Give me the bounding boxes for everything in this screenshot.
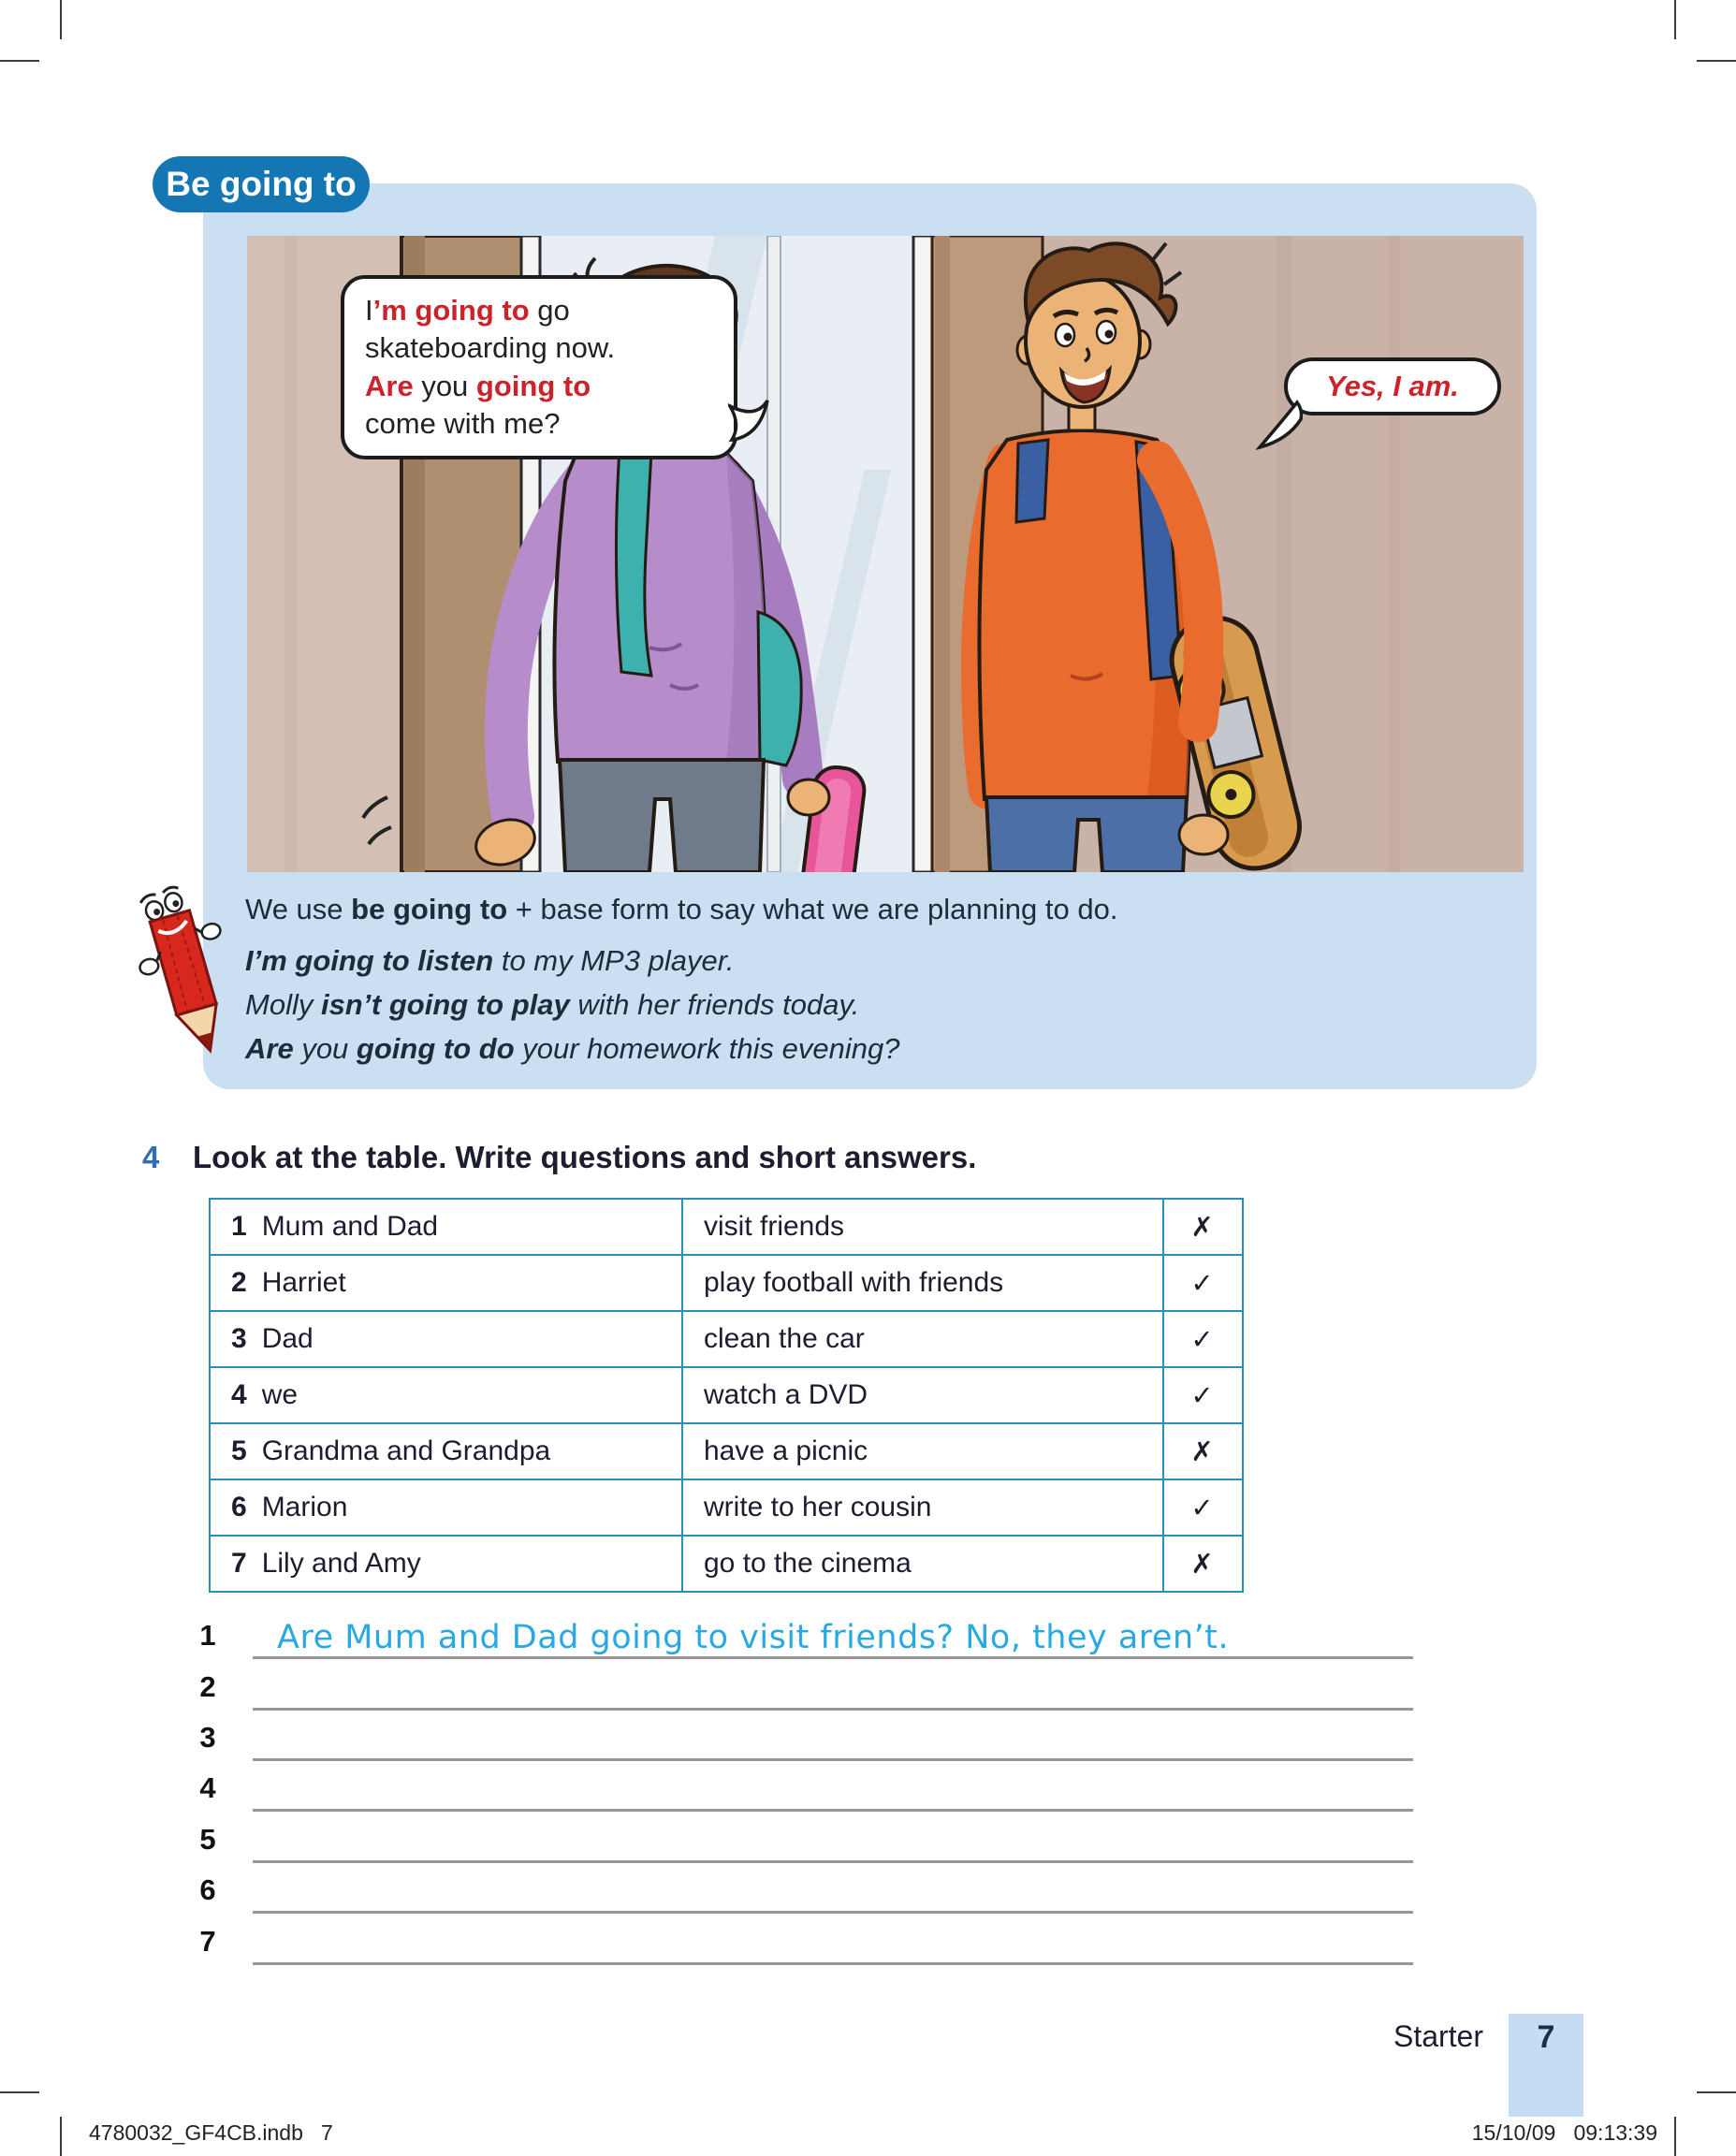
- page-number: 7: [1537, 2019, 1555, 2055]
- row-subject: Harriet: [261, 1267, 346, 1298]
- speech-line: [365, 329, 713, 367]
- exercise-heading: [142, 1140, 1546, 1175]
- crop-mark: [1697, 2091, 1736, 2093]
- grammar-example-line: [245, 1030, 1518, 1068]
- row-activity: visit friends: [681, 1200, 1162, 1254]
- rule-text: to my MP3 player.: [493, 944, 735, 977]
- rule-text: We use: [245, 893, 352, 925]
- row-subject: Grandma and Grandpa: [261, 1435, 551, 1466]
- check-icon: ✓: [1162, 1368, 1240, 1422]
- answer-number: 3: [199, 1721, 216, 1754]
- table-row: [211, 1479, 1242, 1535]
- row-activity: write to her cousin: [681, 1480, 1162, 1535]
- rule-text-bold: isn’t going to play: [320, 988, 570, 1021]
- row-activity: go to the cinema: [681, 1537, 1162, 1591]
- check-icon: ✓: [1162, 1480, 1240, 1535]
- speech-text-red: going to: [475, 369, 591, 402]
- row-number: 2: [231, 1267, 247, 1298]
- exercise-title: Look at the table. Write questions and short answers.: [193, 1140, 977, 1174]
- rule-text: you: [293, 1032, 357, 1065]
- row-subject: Marion: [261, 1492, 348, 1522]
- speech-line: [365, 368, 713, 405]
- row-subject: Lily and Amy: [261, 1548, 421, 1579]
- rule-text-bold: going to do: [356, 1032, 515, 1065]
- row-activity: clean the car: [681, 1312, 1162, 1366]
- answer-number: 7: [199, 1925, 216, 1958]
- row-number: 4: [231, 1379, 247, 1410]
- speech-text: you: [413, 369, 476, 402]
- grammar-example-line: [245, 986, 1518, 1024]
- answer-line[interactable]: [253, 1610, 1413, 1659]
- exercise-table: [209, 1198, 1244, 1593]
- row-subject: Mum and Dad: [261, 1211, 439, 1242]
- speech-text: I: [365, 294, 373, 327]
- row-number: 1: [231, 1211, 247, 1242]
- grammar-rules: [245, 891, 1518, 1074]
- row-activity: have a picnic: [681, 1424, 1162, 1479]
- speech-text-red: ’m going to: [372, 294, 530, 327]
- speech-text-red: Are: [365, 369, 414, 402]
- answer-number: 1: [199, 1619, 216, 1652]
- answer-line[interactable]: [253, 1864, 1413, 1914]
- grammar-example-line: [245, 942, 1518, 980]
- crop-mark: [1697, 60, 1736, 62]
- speech-text-red: Yes, I am.: [1326, 369, 1459, 402]
- speech-text: go: [529, 294, 570, 327]
- rule-text-bold: be going to: [351, 893, 508, 925]
- page-number-box: [1509, 2014, 1583, 2117]
- row-subject: we: [261, 1379, 299, 1410]
- answer-line[interactable]: [253, 1712, 1413, 1761]
- speech-text: skateboarding now.: [365, 331, 616, 365]
- speech-bubble-left: [341, 275, 737, 459]
- grammar-rule-line: [245, 891, 1518, 928]
- answer-number: 2: [199, 1670, 216, 1703]
- speech-tail: [728, 399, 769, 445]
- answer-number: 5: [199, 1823, 216, 1856]
- rule-text-bold: I’m going to listen: [245, 944, 494, 977]
- table-row: [211, 1200, 1242, 1254]
- rule-text: with her friends today.: [569, 988, 860, 1021]
- crop-mark: [1674, 2117, 1676, 2156]
- speech-line: [365, 292, 713, 329]
- row-number: 7: [231, 1548, 247, 1579]
- print-info-right: 15/10/09 09:13:39: [1471, 2120, 1657, 2145]
- crop-mark: [0, 2091, 39, 2093]
- answer-line[interactable]: [253, 1916, 1413, 1965]
- check-icon: ✓: [1162, 1256, 1240, 1310]
- answer-line[interactable]: [253, 1814, 1413, 1863]
- crop-mark: [1674, 0, 1676, 39]
- comic-illustration: [247, 236, 1524, 872]
- row-number: 3: [231, 1323, 247, 1354]
- row-activity: watch a DVD: [681, 1368, 1162, 1422]
- section-badge-label: Be going to: [166, 165, 357, 203]
- check-icon: ✓: [1162, 1312, 1240, 1366]
- answer-number: 6: [199, 1873, 216, 1906]
- crop-mark: [0, 60, 39, 62]
- rule-text: Molly: [245, 988, 321, 1021]
- crop-mark: [60, 0, 62, 39]
- row-number: 6: [231, 1492, 247, 1522]
- answer-number: 4: [199, 1771, 216, 1804]
- speech-tail: [1256, 399, 1303, 451]
- handwritten-answer: Are Mum and Dad going to visit friends? No, they aren’t.: [277, 1619, 1230, 1656]
- table-row: [211, 1535, 1242, 1591]
- pencil-mascot-icon: [137, 883, 240, 1071]
- exercise-number: 4: [142, 1140, 160, 1174]
- section-badge: [153, 156, 370, 212]
- speech-text: come with me?: [365, 406, 561, 440]
- row-subject: Dad: [261, 1323, 314, 1354]
- rule-text-bold: Are: [245, 1032, 294, 1065]
- speech-line: [365, 405, 713, 443]
- row-number: 5: [231, 1435, 247, 1466]
- crop-mark: [60, 2117, 62, 2156]
- table-row: [211, 1366, 1242, 1422]
- speech-bubble-right: [1284, 357, 1501, 415]
- rule-text: your homework this evening?: [514, 1032, 900, 1065]
- rule-text: + base form to say what we are planning to do.: [507, 893, 1118, 925]
- row-activity: play football with friends: [681, 1256, 1162, 1310]
- table-row: [211, 1310, 1242, 1366]
- answer-line[interactable]: [253, 1661, 1413, 1711]
- table-row: [211, 1254, 1242, 1310]
- cross-icon: ✗: [1162, 1424, 1240, 1479]
- print-info-left: 4780032_GF4CB.indb 7: [89, 2120, 333, 2145]
- footer-section-label: Starter: [1393, 2019, 1483, 2053]
- cross-icon: ✗: [1162, 1200, 1240, 1254]
- cross-icon: ✗: [1162, 1537, 1240, 1591]
- table-row: [211, 1422, 1242, 1479]
- answer-line[interactable]: [253, 1762, 1413, 1812]
